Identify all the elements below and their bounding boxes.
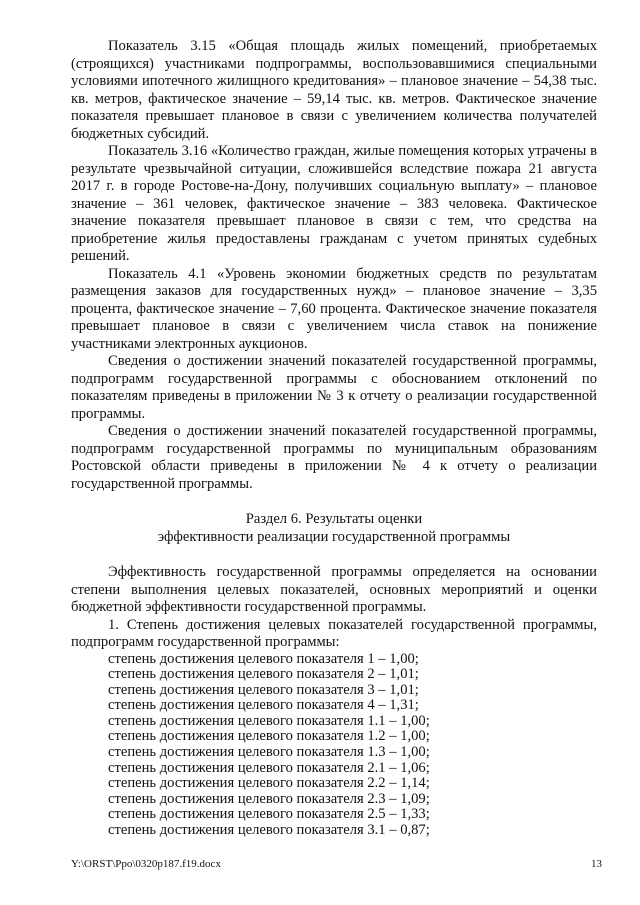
page-footer	[71, 858, 602, 870]
indicator-list	[71, 652, 597, 839]
list-item: степень достижения целевого показателя 2.3 – 1,09;	[108, 790, 430, 807]
list-item: степень достижения целевого показателя 4 – 1,31;	[108, 697, 419, 714]
paragraph-indicator-3-16: Показатель 3.16 «Количество граждан, жилые помещения которых утрачены в результате чрезвычайной ситуации, сложившейся вследствие пожара 21 августа 2017 г. в городе Ростове-на-Дону, получивших социальную выплату» – плановое значение – 361 человек, фактическое значение – 383 человека. Фактическое значение показателя превышает плановое в связи с тем, что средства на приобретение жилья предоставлены гражданам с учетом принятых судебных решений.	[71, 143, 597, 264]
list-item: степень достижения целевого показателя 2.5 – 1,33;	[108, 806, 430, 823]
list-item: степень достижения целевого показателя 2.1 – 1,06;	[108, 759, 430, 776]
paragraph-item-1: 1. Степень достижения целевых показателей государственной программы, подпрограмм государственной программы:	[71, 616, 597, 650]
list-item: степень достижения целевого показателя 3 – 1,01;	[108, 681, 419, 698]
list-item: степень достижения целевого показателя 3.1 – 0,87;	[108, 822, 430, 839]
list-item: степень достижения целевого показателя 1.3 – 1,00;	[108, 744, 430, 761]
section-title-line2: эффективности реализации государственной программы	[157, 528, 511, 545]
paragraph-effectiveness-intro: Эффективность государственной программы определяется на основании степени выполнения целевых показателей, основных мероприятий и оценки бюджетной эффективности государственной программы.	[71, 564, 597, 615]
section-title-line1: Раздел 6. Результаты оценки	[245, 511, 423, 527]
page-number: 13	[591, 858, 602, 870]
list-item: степень достижения целевого показателя 1.1 – 1,00;	[108, 712, 430, 729]
list-item: степень достижения целевого показателя 1 – 1,00;	[108, 650, 419, 667]
paragraph-appendix-4: Сведения о достижении значений показателей государственной программы, подпрограмм государственной программы по муниципальным образованиям Ростовской области приведены в приложении № 4 к отчету о реализации государственной программы.	[71, 423, 597, 492]
paragraph-indicator-4-1: Показатель 4.1 «Уровень экономии бюджетных средств по результатам размещения заказов для государственных нужд» – плановое значение – 3,35 процента, фактическое значение – 7,60 процента. Фактическое значение показателя превышает плановое в связи с увеличением числа ставок на понижение участниками электронных аукционов.	[71, 265, 597, 352]
list-item: степень достижения целевого показателя 1.2 – 1,00;	[108, 728, 430, 745]
document-page	[71, 38, 597, 839]
paragraph-indicator-3-15: Показатель 3.15 «Общая площадь жилых помещений, приобретаемых (строящихся) участниками подпрограммы, воспользовавшимися специальными условиями ипотечного жилищного кредитования» – плановое значение – 54,38 тыс. кв. метров, фактическое значение – 59,14 тыс. кв. метров. Фактическое значение показателя превышает плановое в связи с увеличением количества получателей бюджетных субсидий.	[71, 38, 597, 142]
list-item: степень достижения целевого показателя 2 – 1,01;	[108, 666, 419, 683]
list-item: степень достижения целевого показателя 2.2 – 1,14;	[108, 775, 430, 792]
file-path: Y:\ORST\Ppo\0320p187.f19.docx	[71, 858, 221, 870]
paragraph-appendix-3: Сведения о достижении значений показателей государственной программы, подпрограмм государственной программы с обоснованием отклонений по показателям приведены в приложении № 3 к отчету о реализации государственной программы.	[71, 353, 597, 422]
